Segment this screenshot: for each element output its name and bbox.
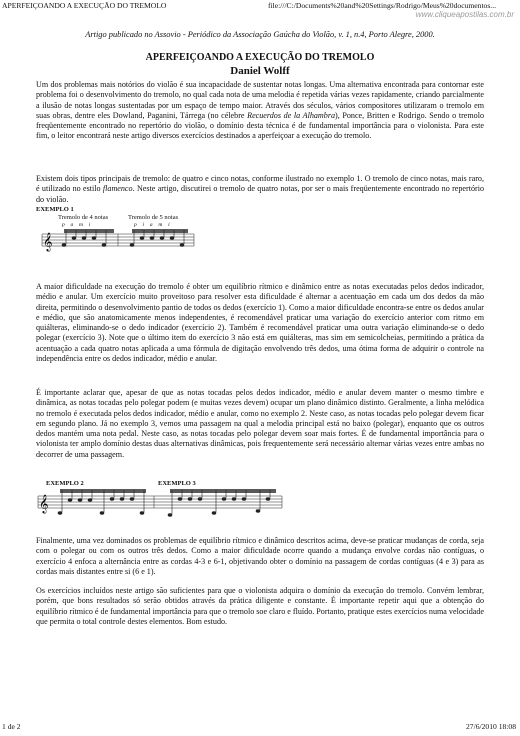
print-page-title: APERFEIÇOANDO A EXECUÇÃO DO TREMOLO — [2, 1, 167, 10]
treble-clef-icon: 𝄞 — [39, 494, 49, 513]
article-title: APERFEIÇOANDO A EXECUÇÃO DO TREMOLO — [145, 52, 375, 63]
page-counter: 1 de 2 — [2, 722, 21, 731]
citation: Artigo publicado no Assovio - Periódico da Associação Gaúcha do Violão, v. 1, n.4, Porto Alegre, 2000. — [85, 30, 435, 39]
paragraph-1-italic: Recuerdos de la Alhambra — [247, 110, 336, 120]
paragraph-6: Os exercícios incluídos neste artigo são suficientes para que o violonista adquira o domínio da execução do tremolo. Convém lembrar, porém, que bons resultados só serão obtidos através da prática diligente e constante. É importante repetir aqui que a obtenção do equilíbrio rítmico é de fundamental importância para que o tremolo soe claro e fluído. Portanto, pratique estes exercícios numa velocidade que permita o total controle destes elementos. Bom estudo. — [36, 586, 484, 626]
print-file-path: file:///C:/Documents%20and%20Settings/Rodrigo/Meus%20documentos... — [268, 1, 497, 10]
example-3-label: EXEMPLO 3 — [158, 480, 196, 487]
article-author: Daniel Wolff — [230, 65, 290, 77]
paragraph-2-end: . Neste artigo, discutirei o tremolo de quatro notas, por ser o mais freqüentemente encontrado no repertório do violão. — [36, 184, 484, 204]
treble-clef-icon: 𝄞 — [43, 232, 53, 251]
paragraph-2-italic: flamenco — [102, 184, 133, 194]
paragraph-2-text: Existem dois tipos principais de tremolo: de quatro e cinco notas, conforme ilustrado no exemplo 1. O tremolo de cinco notas, mais raro, é utilizado no estilo — [36, 174, 484, 194]
paragraph-1-end: ), Ponce, Britten e Rodrigo. Sendo o tremolo freqüentemente encontrado no repertório do violão, o domínio desta técnica é de fundamental importância para o violonista. Para este fim, o leitor encontrará neste artigo diversos exercícios destinados a aperfeiçoar a execução do tremolo. — [36, 110, 484, 141]
paragraph-1-text: Um dos problemas mais notórios do violão é sua incapacidade de sustentar notas longas. Uma alternativa encontrada para contornar este problema foi o desenvolvimento do tremolo, no qual cada nota de uma melodia é repetida várias vezes rapidamente, criando parcialmente a ilusão de notas longas sustentadas por um espaço de tempo maior. Através dos séculos, vários compositores utilizaram o tremolo em suas obras, dentre eles Dowland, Paganini, Tárrega (no célebre — [36, 80, 484, 120]
fingering-5: p i a m i — [134, 222, 172, 228]
paragraph-1 — [36, 80, 484, 142]
paragraph-5: Finalmente, uma vez dominados os problemas de equilíbrio rítmico e dinâmico descritos acima, deve-se praticar mudanças de corda, seja com o polegar ou com os outros três dedos. Como a maior dificuldade ocorre quando a mudança envolve cordas não contíguas, o exercício 4 enfoca a alternância entre as cordas 4-3 e 6-1, objetivando obter o domínio na passagem de cordas contíguas (4 e 3) para as cordas mais distantes entre si (6 e 1). — [36, 536, 484, 576]
fingering-4: p a m i — [62, 222, 93, 228]
example-1-notes — [62, 230, 188, 246]
example-1-label: EXEMPLO 1 — [36, 206, 74, 213]
paragraph-2 — [36, 174, 484, 205]
example-3-notes — [168, 490, 276, 516]
tremolo-5-label: Tremolo de 5 notas — [128, 214, 179, 221]
watermark: www.cliqueapostilas.com.br — [415, 10, 514, 19]
paragraph-3: A maior dificuldade na execução do tremolo é obter um equilíbrio rítmico e dinâmico entre as notas executadas pelos dedos indicador, médio e anular. Um exercício muito proveitoso para resolver esta dificuldade é alternar a acentuação em cada um dos dedos da mão direita, permitindo o desenvolvimento pantio de todos os dedos (exercício 1). Como a maior dificuldade encontra-se entre os dedos anular e médio, que são anatomicamente menos independentes, é recomendável praticar uma variação do exercício anterior com ritmo em quiálteras, eliminando-se o dedo indicador (exercício 2). Também é recomendável praticar uma outra variação eliminando-se o dedo polegar (exercício 3). Note que o último item do exercício 3 não está em quiálteras, mas sim em semicolcheias, permitindo a prática da acentuação a cada quatro notas aplicada a uma fórmula de digitação envolvendo três dedos, uma ótima forma de adquirir o controle na independência entre os dedos indicador, médio e anular. — [36, 282, 484, 364]
tremolo-4-label: Tremolo de 4 notas — [58, 214, 109, 221]
example-1-figure — [36, 206, 196, 266]
example-2-3-staff — [36, 478, 286, 530]
example-2-3-figure — [36, 478, 286, 530]
print-datetime: 27/6/2010 18:08 — [466, 722, 516, 731]
example-1-staff — [36, 206, 196, 266]
example-2-label: EXEMPLO 2 — [46, 480, 84, 487]
paragraph-4: É importante aclarar que, apesar de que as notas tocadas pelos dedos indicador, médio e anular devem manter o mesmo timbre e dinâmica, as notas tocadas pelo polegar podem (e muitas vezes devem) ocupar um plano dinâmico distinto. Geralmente, a linha melódica no tremolo é executada pelos dedos indicador, médio e anular, como no exemplo 2. Neste caso, as notas tocadas pelo polegar devem ficar em segundo plano. Já no exemplo 3, vemos uma passagem na qual a melodia principal está no baixo (polegar), enquanto que os outros dedos mantém uma nota pedal. Neste caso, as notas tocadas pelo polegar devem soar mais fortes. É de fundamental importância para o violonista ter amplo domínio destas duas alternativas dinâmicas, pois frequentemente será necessário alternar várias vezes entre ambas no decorrer de uma passagem. — [36, 388, 484, 459]
